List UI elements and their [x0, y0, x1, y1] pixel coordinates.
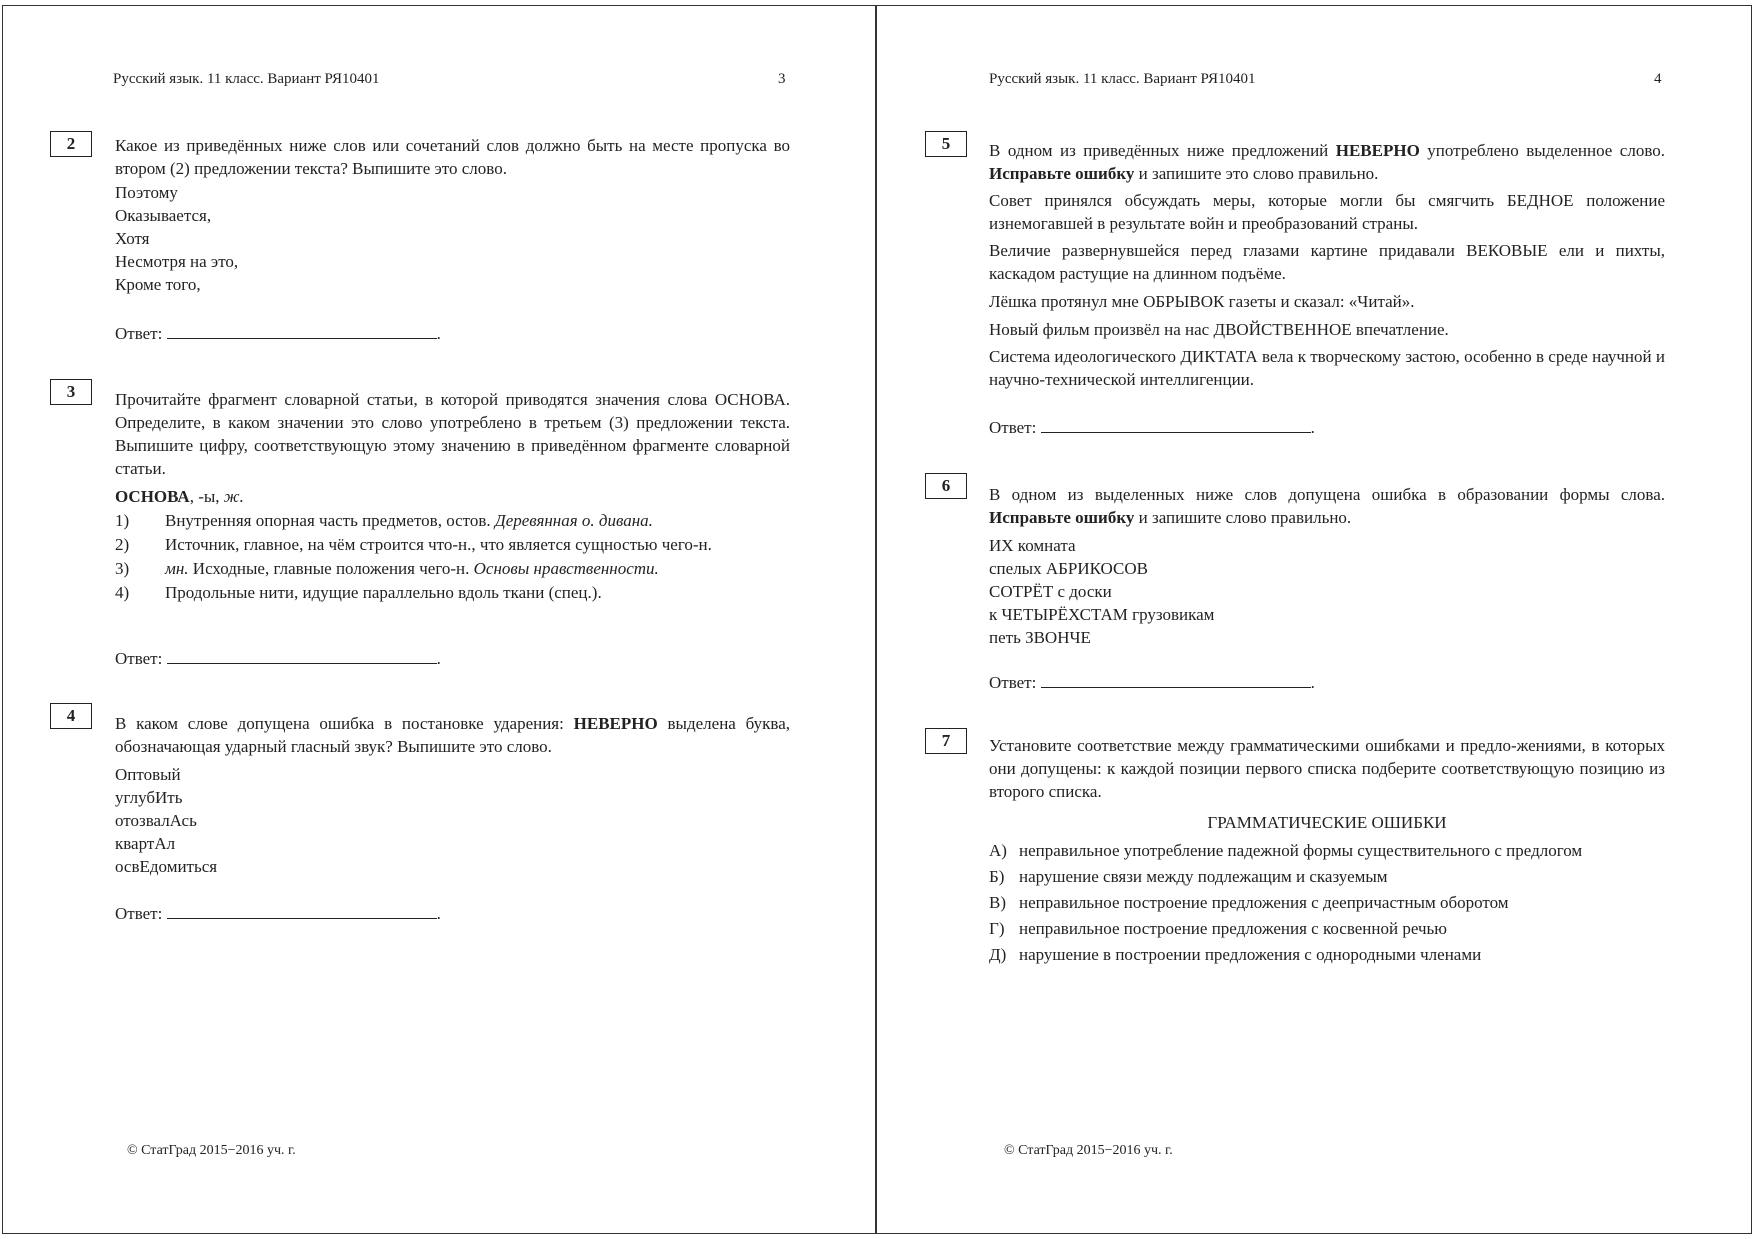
dictionary-headword-line: [115, 485, 790, 508]
entry-text: Исходные, главные положения чего-н.: [188, 559, 474, 578]
option-item: СОТРЁТ с доски: [989, 582, 1112, 601]
task-6-options: [989, 534, 1489, 649]
prompt-text: и запишите слово правильно.: [1134, 508, 1352, 527]
page-number: 4: [1654, 71, 1662, 87]
dictionary-entry: [115, 509, 790, 532]
answer-field[interactable]: [167, 324, 437, 339]
entry-prefix: мн.: [165, 559, 189, 578]
option-item: ИХ комната: [989, 536, 1076, 555]
prompt-text: и запишите это слово правильно.: [1134, 164, 1379, 183]
list-title: ГРАММАТИЧЕСКИЕ ОШИБКИ: [1207, 813, 1447, 832]
option-item: Кроме того,: [115, 275, 201, 294]
item-letter: Б): [989, 867, 1005, 886]
option-item: Оказывается,: [115, 206, 212, 225]
page-footer: © СтатГрад 2015−2016 уч. г.: [1004, 1143, 1173, 1158]
error-item: [989, 917, 1661, 940]
entry-text: Источник, главное, на чём строится что-н., что является сущностью чего-н.: [165, 535, 712, 554]
error-item: [989, 891, 1661, 914]
task-number-6: 6: [925, 473, 967, 499]
answer-label: Ответ:: [989, 673, 1037, 692]
prompt-text: В одном из приведённых ниже предложений: [989, 141, 1336, 160]
item-letter: Д): [989, 945, 1007, 964]
option-item: освЕдомиться: [115, 857, 218, 876]
answer-label: Ответ:: [115, 324, 163, 343]
option-item: отозвалАсь: [115, 811, 197, 830]
page-footer: © СтатГрад 2015−2016 уч. г.: [127, 1143, 296, 1158]
option-item: квартАл: [115, 834, 176, 853]
option-item: Поэтому: [115, 183, 178, 202]
option-item: Несмотря на это,: [115, 252, 239, 271]
task-6-prompt: [989, 483, 1665, 529]
option-item: Оптовый: [115, 765, 181, 784]
entry-example: Основы нравственности.: [473, 559, 659, 578]
prompt-text: В каком слове допущена ошибка в постановке ударения:: [115, 714, 574, 733]
dictionary-entry: [115, 533, 790, 556]
option-item: к ЧЕТЫРЁХСТАМ грузовикам: [989, 605, 1215, 624]
error-item: [989, 839, 1661, 862]
answer-label: Ответ:: [115, 649, 163, 668]
entry-number: 1): [115, 511, 130, 530]
task-2-options: [115, 181, 515, 296]
task-3-prompt: Прочитайте фрагмент словарной статьи, в которой приводятся значения слова ОСНОВА. Определите, в каком значении это слово употреблено в третьем (3) предложении текста. Выпишите цифру, соответствующую этому значению в приведённом фрагменте словарной статьи.: [115, 390, 790, 478]
sentence-item: Совет принялся обсуждать меры, которые могли бы смягчить БЕДНОЕ положение изнемогавшей в результате войн и преобразований страны.: [989, 191, 1665, 233]
item-text: нарушение в построении предложения с однородными членами: [1019, 945, 1482, 964]
task-number-4: 4: [50, 703, 92, 729]
page-number: 3: [778, 71, 786, 87]
task-number-7: 7: [925, 728, 967, 754]
sentence-item: Новый фильм произвёл на нас ДВОЙСТВЕННОЕ впечатление.: [989, 320, 1449, 339]
task-6-answer: Ответ: .: [989, 673, 1315, 692]
answer-label: Ответ:: [115, 904, 163, 923]
prompt-emphasis: Исправьте ошибку: [989, 508, 1135, 527]
prompt-emphasis: НЕВЕРНО: [573, 714, 658, 733]
item-letter: Г): [989, 919, 1005, 938]
answer-field[interactable]: [1041, 673, 1311, 688]
sentence-item: Система идеологического ДИКТАТА вела к творческому застою, особенно в среде научной и научно-технической интеллигенции.: [989, 347, 1665, 389]
headword-gender: ж.: [223, 487, 244, 506]
option-item: петь ЗВОНЧЕ: [989, 628, 1091, 647]
error-item: [989, 865, 1661, 888]
item-text: неправильное построение предложения с деепричастным оборотом: [1019, 893, 1509, 912]
prompt-emphasis: НЕВЕРНО: [1335, 141, 1420, 160]
task-4-options: [115, 763, 515, 878]
task-4-prompt: [115, 712, 790, 758]
entry-text: Внутренняя опорная часть предметов, остов.: [165, 511, 495, 530]
right-page: [876, 5, 1752, 1234]
dictionary-entries: [115, 509, 790, 604]
task-2-prompt: Какое из приведённых ниже слов или сочетаний слов должно быть на месте пропуска во втором (2) предложении текста? Выпишите это слово.: [115, 136, 790, 178]
option-item: Хотя: [115, 229, 150, 248]
left-page: [2, 5, 876, 1234]
entry-number: 4): [115, 583, 130, 602]
task-2-answer: Ответ: .: [115, 324, 441, 343]
task-number-3: 3: [50, 379, 92, 405]
entry-example: Деревянная о. дивана.: [494, 511, 653, 530]
task-number-2: 2: [50, 131, 92, 157]
item-text: нарушение связи между подлежащим и сказуемым: [1019, 867, 1388, 886]
task-5-prompt: [989, 139, 1665, 185]
page-header-title: Русский язык. 11 класс. Вариант РЯ10401: [113, 71, 380, 87]
prompt-text: употреблено выделенное слово.: [1419, 141, 1665, 160]
entry-number: 2): [115, 535, 130, 554]
dictionary-entry: [115, 581, 790, 604]
item-letter: А): [989, 841, 1007, 860]
task-number-5: 5: [925, 131, 967, 157]
entry-text: Продольные нити, идущие параллельно вдоль ткани (спец.).: [165, 583, 602, 602]
dictionary-headword: ОСНОВА: [115, 487, 190, 506]
error-list: [989, 839, 1661, 966]
task-3-answer: Ответ: .: [115, 649, 441, 668]
task-4-answer: Ответ: .: [115, 904, 441, 923]
prompt-text: В одном из выделенных ниже слов допущена ошибка в образовании формы слова.: [989, 485, 1665, 504]
prompt-text: выделена буква, обозначающая ударный гласный звук? Выпишите это слово.: [115, 714, 790, 756]
headword-suffix: , -ы,: [189, 487, 224, 506]
item-letter: В): [989, 893, 1006, 912]
item-text: неправильное употребление падежной формы существительного с предлогом: [1019, 841, 1583, 860]
dictionary-entry: [115, 557, 790, 580]
task-7-prompt: Установите соответствие между грамматическими ошибками и предло-жениями, в которых они допущены: к каждой позиции первого списка подберите соответствующую позицию из второго списка.: [989, 736, 1665, 801]
sentence-item: Лёшка протянул мне ОБРЫВОК газеты и сказал: «Читай».: [989, 292, 1415, 311]
option-item: углубИть: [115, 788, 183, 807]
task-5-answer: Ответ: .: [989, 418, 1315, 437]
error-item: [989, 943, 1661, 966]
item-text: неправильное построение предложения с косвенной речью: [1019, 919, 1447, 938]
entry-number: 3): [115, 559, 130, 578]
sentence-item: Величие развернувшейся перед глазами картине придавали ВЕКОВЫЕ ели и пихты, каскадом растущие на длинном подъёме.: [989, 241, 1665, 283]
answer-field[interactable]: [167, 904, 437, 919]
option-item: спелых АБРИКОСОВ: [989, 559, 1148, 578]
answer-label: Ответ:: [989, 418, 1037, 437]
answer-field[interactable]: [1041, 418, 1311, 433]
page-header-title: Русский язык. 11 класс. Вариант РЯ10401: [989, 71, 1256, 87]
prompt-emphasis: Исправьте ошибку: [989, 164, 1135, 183]
answer-field[interactable]: [167, 649, 437, 664]
